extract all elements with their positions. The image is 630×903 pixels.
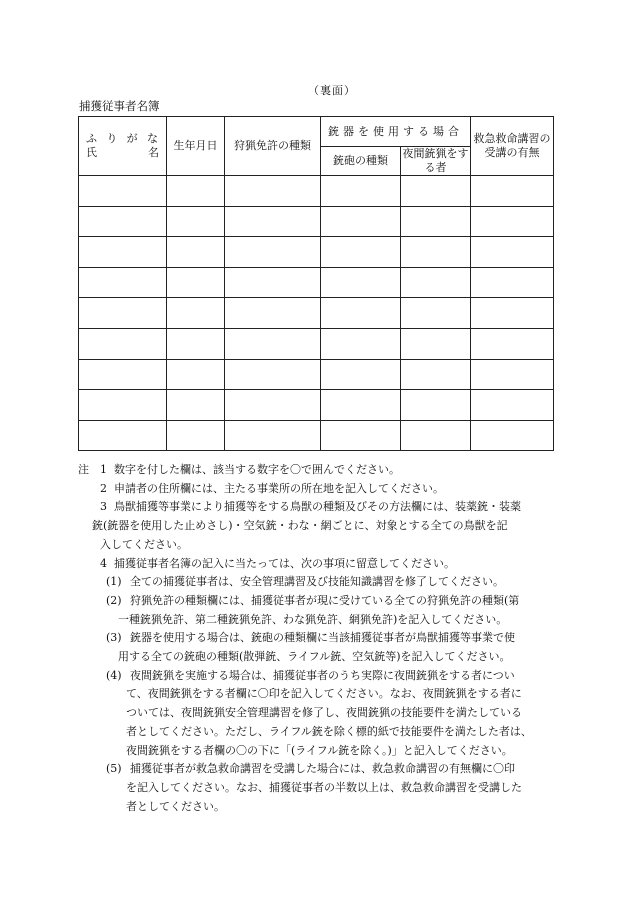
table-cell[interactable]	[471, 390, 554, 421]
note-4-text: 捕獲従事者名簿の記入に当たっては、次の事項に留意してください。	[114, 556, 455, 570]
table-cell[interactable]	[225, 176, 321, 207]
table-cell[interactable]	[471, 267, 554, 298]
table-cell[interactable]	[79, 420, 167, 451]
header-gun-group: 銃器を使用する場合	[321, 117, 471, 147]
subnote-2	[78, 592, 556, 611]
subnote-1-text: 全ての捕獲従事者は、安全管理講習及び技能知識講習を修了してください。	[130, 575, 504, 589]
note-3	[78, 498, 556, 517]
table-row	[79, 298, 554, 329]
note-2-number: 2	[100, 481, 107, 495]
note-3-number: 3	[100, 500, 107, 514]
table-cell[interactable]	[471, 237, 554, 268]
table-cell[interactable]	[79, 176, 167, 207]
table-cell[interactable]	[401, 390, 471, 421]
note-2-text: 申請者の住所欄には、主たる事業所の所在地を記入してください。	[114, 481, 444, 495]
table-cell[interactable]	[321, 420, 401, 451]
subnote-4-line-2: て、夜間銃猟をする者欄に〇印を記入してください。なお、夜間銃猟をする者に	[126, 687, 522, 701]
table-row	[79, 206, 554, 237]
table-cell[interactable]	[167, 267, 225, 298]
table-cell[interactable]	[79, 390, 167, 421]
table-cell[interactable]	[471, 420, 554, 451]
table-row	[79, 359, 554, 390]
header-night-hunter: 夜間銃猟をする者	[402, 147, 469, 174]
table-cell[interactable]	[401, 420, 471, 451]
table-cell[interactable]	[167, 359, 225, 390]
subnote-4	[78, 667, 556, 686]
subnote-4-text: 夜間銃猟を実施する場合は、捕獲従事者のうち実際に夜間銃猟をする者につい	[130, 668, 515, 682]
table-cell[interactable]	[79, 298, 167, 329]
header-furigana: ふりがな	[86, 132, 159, 146]
note-1-number: 1	[100, 463, 107, 476]
table-cell[interactable]	[225, 206, 321, 237]
table-cell[interactable]	[79, 237, 167, 268]
table-cell[interactable]	[471, 359, 554, 390]
table-cell[interactable]	[401, 298, 471, 329]
roster-body	[79, 176, 554, 451]
header-name	[79, 117, 167, 176]
table-cell[interactable]	[167, 237, 225, 268]
table-cell[interactable]	[321, 267, 401, 298]
table-cell[interactable]	[167, 328, 225, 359]
table-row	[79, 176, 554, 207]
table-cell[interactable]	[225, 328, 321, 359]
subnote-5-text: 捕獲従事者が救急救命講習を受講した場合には、救急救命講習の有無欄に〇印	[130, 762, 515, 776]
table-cell[interactable]	[401, 237, 471, 268]
table-cell[interactable]	[167, 176, 225, 207]
note-1	[78, 461, 556, 480]
table-cell[interactable]	[401, 176, 471, 207]
table-cell[interactable]	[321, 237, 401, 268]
table-row	[79, 267, 554, 298]
subnote-4-line-4: 者としてください。ただし、ライフル銃を除く標的紙で技能要件を満たした者は、	[126, 724, 532, 738]
table-cell[interactable]	[225, 267, 321, 298]
table-cell[interactable]	[225, 237, 321, 268]
table-cell[interactable]	[401, 267, 471, 298]
table-cell[interactable]	[321, 359, 401, 390]
page-side-label: （裏面）	[308, 84, 356, 97]
table-cell[interactable]	[225, 298, 321, 329]
subnote-3-number: (3)	[106, 631, 122, 645]
header-birth-date: 生年月日	[167, 117, 225, 176]
table-cell[interactable]	[471, 328, 554, 359]
note-4-number: 4	[100, 556, 107, 570]
subnote-2-line-2: 一種銃猟免許、第二種銃猟免許、わな猟免許、網猟免許)を記入してください。	[118, 612, 508, 626]
note-3-line-3: 入してください。	[100, 537, 188, 551]
note-3-text: 鳥獣捕獲等事業により捕獲等をする鳥獣の種類及びその方法欄には、装薬銃・装薬	[114, 500, 521, 514]
table-cell[interactable]	[225, 359, 321, 390]
table-cell[interactable]	[401, 206, 471, 237]
header-gun-type: 銃砲の種類	[321, 147, 401, 176]
subnote-2-text: 狩猟免許の種類欄には、捕獲従事者が現に受けている全ての狩猟免許の種類(第	[130, 593, 520, 607]
table-cell[interactable]	[225, 420, 321, 451]
table-cell[interactable]	[79, 206, 167, 237]
subnote-2-number: (2)	[106, 593, 122, 607]
table-cell[interactable]	[167, 298, 225, 329]
subnote-5	[78, 760, 556, 779]
table-cell[interactable]	[401, 328, 471, 359]
table-cell[interactable]	[167, 420, 225, 451]
subnote-4-line-5: 夜間銃猟をする者欄の〇の下に「(ライフル銃を除く。)」と記入してください。	[126, 743, 513, 757]
note-4	[78, 555, 556, 574]
header-license-type: 狩猟免許の種類	[225, 117, 321, 176]
table-cell[interactable]	[471, 206, 554, 237]
table-cell[interactable]	[167, 390, 225, 421]
table-cell[interactable]	[321, 390, 401, 421]
subnote-1	[78, 573, 556, 592]
list-title: 捕獲従事者名簿	[79, 99, 160, 113]
table-cell[interactable]	[167, 206, 225, 237]
table-cell[interactable]	[401, 359, 471, 390]
table-cell[interactable]	[471, 176, 554, 207]
subnote-5-number: (5)	[106, 762, 122, 776]
notes-lead: 注	[78, 463, 89, 476]
table-cell[interactable]	[79, 328, 167, 359]
subnote-5-line-2: を記入してください。なお、捕獲従事者の半数以上は、救急救命講習を受講した	[126, 780, 522, 794]
table-row	[79, 390, 554, 421]
table-cell[interactable]	[321, 328, 401, 359]
table-cell[interactable]	[225, 390, 321, 421]
table-cell[interactable]	[79, 267, 167, 298]
table-cell[interactable]	[321, 298, 401, 329]
roster-table	[78, 116, 554, 451]
table-cell[interactable]	[79, 359, 167, 390]
table-cell[interactable]	[321, 206, 401, 237]
table-cell[interactable]	[321, 176, 401, 207]
subnote-5-line-3: 者としてください。	[126, 799, 225, 813]
table-cell[interactable]	[471, 298, 554, 329]
header-full-name: 氏名	[86, 146, 159, 159]
note-1-text: 数字を付した欄は、該当する数字を〇で囲んでください。	[114, 463, 400, 476]
table-row	[79, 420, 554, 451]
subnote-3-text: 銃器を使用する場合は、銃砲の種類欄に当該捕獲従事者が鳥獣捕獲等事業で使	[130, 631, 515, 645]
table-row	[79, 328, 554, 359]
note-3-line-2: 銃(銃器を使用した止めさし)・空気銃・わな・網ごとに、対象とする全ての鳥獣を記	[92, 519, 508, 533]
header-first-aid: 救急救命講習の受講の有無	[471, 117, 554, 176]
table-row	[79, 237, 554, 268]
subnote-4-number: (4)	[106, 668, 122, 682]
note-2	[78, 480, 556, 499]
subnote-3	[78, 629, 556, 648]
subnote-3-line-2: 用する全ての銃砲の種類(散弾銃、ライフル銃、空気銃等)を記入してください。	[118, 650, 511, 664]
notes-section	[78, 461, 556, 816]
subnote-1-number: (1)	[106, 575, 122, 589]
subnote-4-line-3: ついては、夜間銃猟安全管理講習を修了し、夜間銃猟の技能要件を満たしている	[126, 706, 522, 720]
